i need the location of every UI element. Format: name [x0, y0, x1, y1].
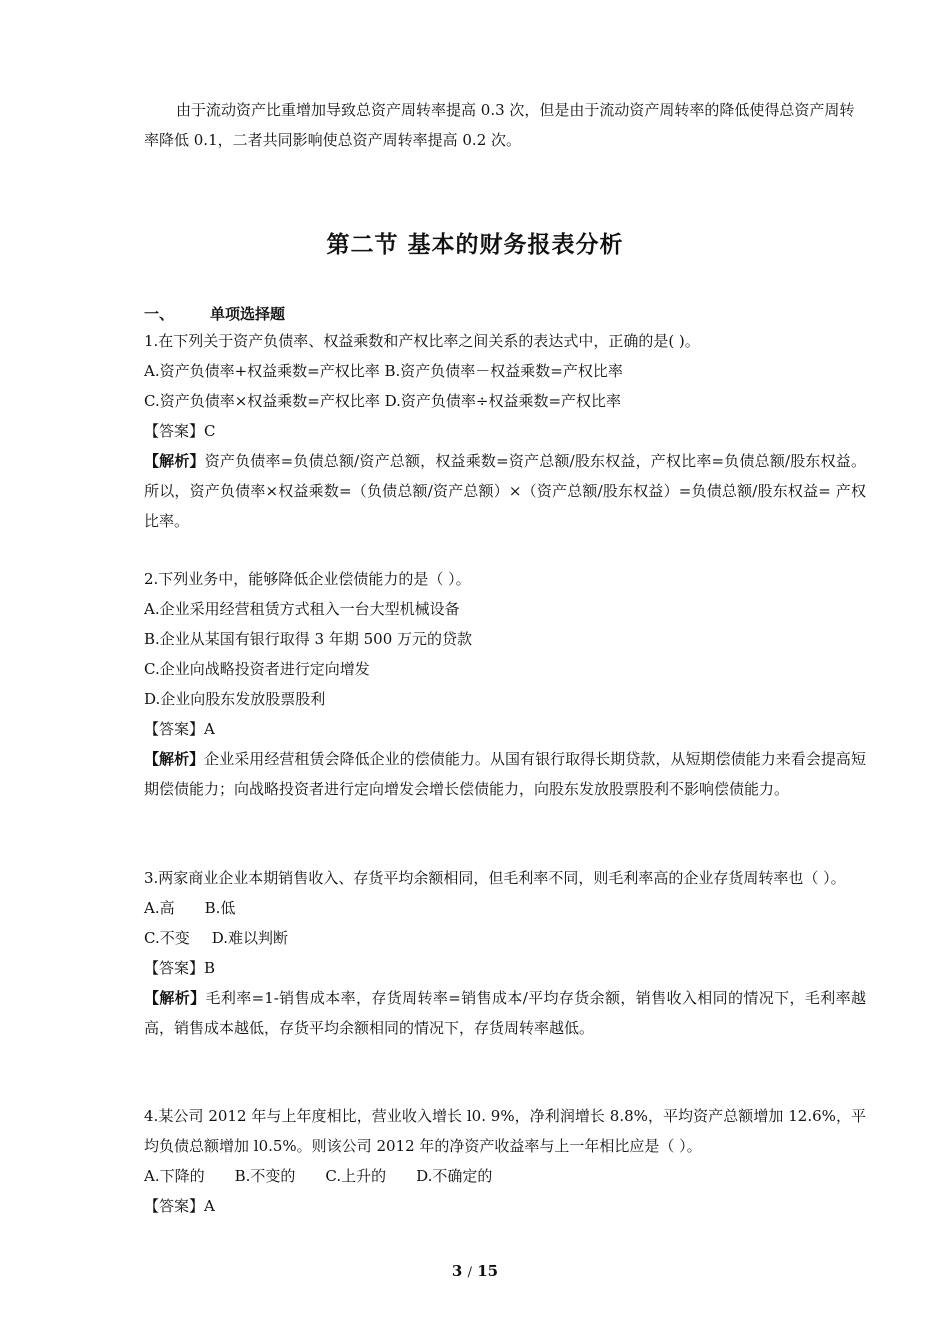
question-1: [144, 326, 866, 536]
analysis-text: 企业采用经营租赁会降低企业的偿债能力。从国有银行取得长期贷款，从短期偿债能力来看会提高短期偿债能力；向战略投资者进行定向增发会增长偿债能力，向股东发放股票股利不影响偿债能力。: [144, 750, 866, 798]
question-2-option-b: B.企业从某国有银行取得 3 年期 500 万元的贷款: [144, 630, 473, 648]
question-2-analysis: [144, 744, 866, 804]
subsection-heading: [144, 304, 285, 324]
question-1-analysis: [144, 446, 866, 536]
question-4-option-b: B.不变的: [234, 1167, 296, 1185]
page-number: [0, 1262, 950, 1280]
total-pages: 15: [477, 1262, 499, 1280]
question-3-options-ab: [144, 893, 866, 923]
question-3-answer: 【答案】B: [144, 959, 216, 977]
question-3-option-c: C.不变: [144, 929, 190, 947]
question-2-option-c: C.企业向战略投资者进行定向增发: [144, 660, 370, 678]
question-1-stem: 1.在下列关于资产负债率、权益乘数和产权比率之间关系的表达式中，正确的是( )。: [144, 332, 700, 350]
question-4-option-c: C.上升的: [325, 1167, 387, 1185]
question-1-answer: 【答案】C: [144, 422, 216, 440]
question-4: [144, 1101, 866, 1221]
question-1-options-ab: A.资产负债率+权益乘数=产权比率 B.资产负债率－权益乘数=产权比率: [144, 362, 623, 380]
analysis-label: 【解析】: [144, 452, 205, 470]
question-4-stem: 4.某公司 2012 年与上年度相比，营业收入增长 l0. 9%，净利润增长 8.8%，平均资产总额增加 12.6%，平均负债总额增加 l0.5%。则该公司 2012 年的净资产收益率与上一年相比应是（ ）。: [144, 1107, 866, 1155]
analysis-label: 【解析】: [144, 750, 205, 768]
question-3: [144, 863, 866, 1043]
subsection-number: 一、: [144, 305, 175, 323]
analysis-text: 资产负债率=负债总额/资产总额，权益乘数=资产总额/股东权益，产权比率=负债总额/股东权益。所以，资产负债率×权益乘数=（负债总额/资产总额）×（资产总额/股东权益）=负债总额/股东权益= 产权比率。: [144, 452, 866, 530]
question-4-option-a: A.下降的: [144, 1167, 205, 1185]
question-4-option-d: D.不确定的: [416, 1167, 493, 1185]
current-page: 3: [451, 1262, 463, 1280]
analysis-label: 【解析】: [144, 989, 206, 1007]
question-2-stem: 2.下列业务中，能够降低企业偿债能力的是（ ）。: [144, 570, 471, 588]
question-3-stem: 3.两家商业企业本期销售收入、存货平均余额相同，但毛利率不同，则毛利率高的企业存货周转率也（ ）。: [144, 869, 846, 887]
intro-paragraph: 由于流动资产比重增加导致总资产周转率提高 0.3 次，但是由于流动资产周转率的降低使得总资产周转率降低 0.1，二者共同影响使总资产周转率提高 0.2 次。: [144, 101, 855, 149]
question-2-answer: 【答案】A: [144, 720, 215, 738]
subsection-title: 单项选择题: [210, 305, 286, 323]
question-3-options-cd: [144, 923, 866, 953]
question-3-option-b: B.低: [204, 899, 236, 917]
question-1-options-cd: C.资产负债率×权益乘数=产权比率 D.资产负债率÷权益乘数=产权比率: [144, 392, 622, 410]
question-2-option-a: A.企业采用经营租赁方式租入一台大型机械设备: [144, 600, 460, 618]
question-3-option-a: A.高: [144, 899, 175, 917]
question-4-answer: 【答案】A: [144, 1197, 215, 1215]
question-2: [144, 564, 866, 804]
question-3-option-d: D.难以判断: [211, 929, 288, 947]
question-3-analysis: [144, 983, 866, 1043]
section-title: 第二节 基本的财务报表分析: [326, 231, 624, 258]
question-4-options: [144, 1161, 866, 1191]
analysis-text: 毛利率=1-销售成本率，存货周转率=销售成本/平均存货余额，销售收入相同的情况下，毛利率越高，销售成本越低，存货平均余额相同的情况下，存货周转率越低。: [144, 989, 866, 1037]
page-separator: /: [467, 1265, 472, 1280]
question-2-option-d: D.企业向股东发放股票股利: [144, 690, 326, 708]
